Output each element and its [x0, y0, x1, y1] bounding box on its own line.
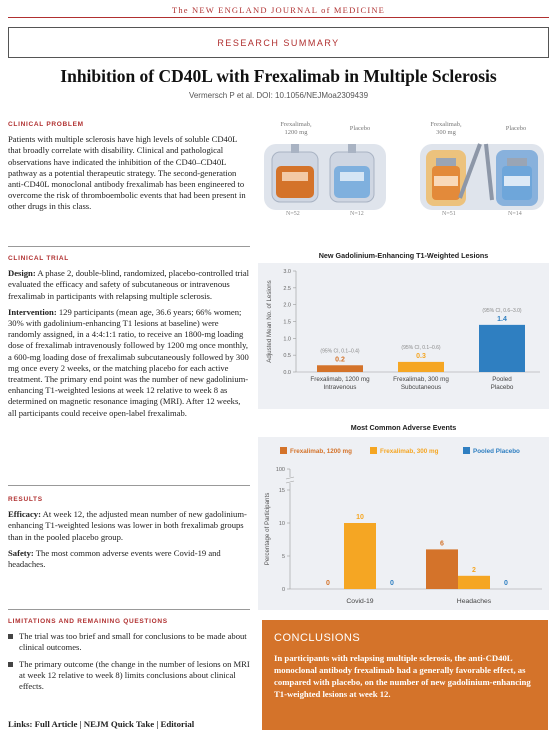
divider — [8, 246, 250, 247]
intervention-text: 129 participants (mean age, 36.6 years; 66% women; 30% with gadolinium-enhancing T1 lesions at baseline) were randomly assigned, in a 4:4:1:1 ratio, to receive an 1800-mg loading dose of frexalimab intravenously followed by 1200 mg once monthly, a 600-mg loading dose of frexalimab subcutaneously followed by 300 mg once every 2 weeks, or the matching placebo for each active treatment. The primary end point was the number of new gadolinium-enhancing T1-weighted lesions at week 12 relative to week 8 as determined on magnetic resonance imaging (MRI). After 12 weeks, all participants could receive open-label frexalimab. — [8, 306, 249, 418]
y-tick-label: 10 — [278, 521, 285, 527]
masthead-divider — [8, 17, 549, 18]
adverse-events-chart — [258, 437, 549, 610]
x-tick-label: Headaches — [456, 598, 492, 605]
divider — [8, 609, 250, 610]
journal-masthead: The NEW ENGLAND JOURNAL of MEDICINE — [171, 5, 386, 15]
ci-label: (95% CI, 0.1–0.6) — [401, 344, 441, 351]
bar — [344, 523, 376, 589]
group-label: Frexalimab, 1200 mg — [280, 121, 312, 136]
conclusions-text: In participants with relapsing multiple sclerosis, the anti-CD40L monoclonal antibody frexalimab had a generally favorable effect, as compared with placebo, on the number of new gadolinium-enhancing T1-weighted lesions at week 12. — [274, 653, 531, 699]
section-heading: CLINICAL PROBLEM — [8, 121, 84, 128]
group-n: N=12 — [350, 211, 364, 217]
data-label: 0.3 — [416, 352, 426, 360]
section-heading: RESULTS — [8, 496, 43, 503]
data-label: 0 — [326, 580, 330, 587]
x-tick-label: Pooled — [492, 376, 512, 383]
article-links[interactable]: Links: Full Article | NEJM Quick Take | Editorial — [8, 719, 195, 729]
intervention-paragraph — [8, 307, 250, 419]
safety-label: Safety: — [8, 547, 34, 558]
y-tick-label: 1.5 — [283, 319, 291, 326]
limitation-text: The trial was too brief and small for conclusions to be made about clinical outcomes. — [19, 631, 247, 653]
treatment-illustration — [258, 140, 549, 218]
group-label: Placebo — [505, 125, 527, 132]
y-tick-label: 5 — [281, 554, 285, 560]
legend-swatch — [280, 447, 287, 454]
bar — [479, 325, 525, 372]
legend-label: Frexalimab, 1200 mg — [290, 448, 352, 455]
divider — [8, 485, 250, 486]
conclusions-heading: CONCLUSIONS — [274, 632, 361, 644]
axis-break — [286, 481, 294, 483]
y-tick-label: 100 — [275, 467, 285, 473]
y-tick-label: 3.0 — [283, 269, 291, 275]
byline[interactable]: Vermersch P et al. DOI: 10.1056/NEJMoa2309439 — [188, 91, 369, 100]
efficacy-paragraph — [8, 509, 250, 543]
group-n: N=14 — [508, 211, 522, 217]
section-heading: LIMITATIONS AND REMAINING QUESTIONS — [8, 618, 168, 625]
legend-swatch — [463, 447, 470, 454]
research-summary-banner: RESEARCH SUMMARY — [8, 27, 549, 58]
bar — [426, 549, 458, 589]
lesions-chart — [258, 263, 549, 409]
x-tick-label: Frexalimab, 1200 mg — [310, 376, 370, 383]
data-label: 0 — [504, 580, 508, 587]
group-label: Placebo — [349, 125, 371, 132]
bar — [458, 576, 490, 589]
y-tick-label: 0 — [281, 587, 285, 593]
efficacy-text: At week 12, the adjusted mean number of new gadolinium-enhancing T1-weighted lesions was lower in both frexalimab groups than in the pooled placebo group. — [8, 509, 247, 542]
iv-bag-frexalimab-icon — [272, 144, 318, 202]
limitation-text: The primary outcome (the change in the number of lesions on MRI at week 12 relative to week 8) limits conclusions about clinical effects. — [19, 658, 250, 692]
ci-label: (95% CI, 0.6–3.0) — [482, 307, 522, 314]
data-label: 1.4 — [497, 315, 507, 323]
group-n: N=51 — [442, 211, 456, 217]
clinical-problem-text: Patients with multiple sclerosis have high levels of soluble CD40L that broadly correlate with disability. Clinical and pathological observations have indicated the inhibition of the CD40–CD40L pathway as a potential therapeutic strategy. The second-generation anti-CD40L monoclonal antibody frexalimab has been engineered to overcome the risk of thromboembolic events that had been present in other drugs in this class. — [8, 134, 246, 212]
x-tick-label: Frexalimab, 300 mg — [393, 376, 449, 383]
data-label: 2 — [472, 566, 476, 574]
x-tick-label: Placebo — [490, 384, 514, 391]
bullet-icon — [8, 662, 13, 667]
list-item — [8, 659, 250, 693]
conclusions-box — [262, 620, 548, 730]
y-axis-label: Adjusted Mean No. of Lesions — [266, 280, 273, 363]
design-text: A phase 2, double-blind, randomized, placebo-controlled trial evaluated the efficacy and safety of subcutaneous or intravenous frexalimab in participants with relapsing multiple sclerosis. — [8, 268, 250, 301]
results-section — [8, 494, 250, 575]
x-tick-label: Subcutaneous — [400, 384, 442, 391]
y-axis-label: Percentage of Participants — [264, 492, 271, 566]
bullet-icon — [8, 634, 13, 639]
design-paragraph — [8, 268, 250, 302]
efficacy-label: Efficacy: — [8, 509, 41, 520]
design-label: Design: — [8, 268, 36, 279]
clinical-trial-section — [8, 253, 250, 424]
data-label: 0.2 — [335, 356, 345, 364]
x-tick-label: Covid-19 — [346, 598, 374, 605]
legend-label: Pooled Placebo — [473, 448, 520, 455]
section-heading: CLINICAL TRIAL — [8, 255, 69, 262]
group-label: Frexalimab, 300 mg — [430, 121, 462, 136]
x-tick-label: Intravenous — [323, 384, 357, 391]
y-tick-label: 0.0 — [283, 370, 291, 376]
limitations-section — [8, 616, 250, 697]
iv-bag-placebo-icon — [330, 144, 374, 202]
lesions-chart-title: New Gadolinium-Enhancing T1-Weighted Lesions — [318, 251, 489, 260]
data-label: 0 — [390, 580, 394, 587]
axis-break — [286, 477, 294, 479]
data-label: 6 — [440, 540, 444, 548]
intervention-label: Intervention: — [8, 306, 57, 317]
safety-paragraph — [8, 548, 250, 570]
y-tick-label: 15 — [278, 488, 285, 494]
clinical-problem-section — [8, 119, 250, 218]
bar — [317, 365, 363, 372]
bar — [398, 362, 444, 372]
y-tick-label: 2.5 — [283, 285, 291, 292]
adverse-events-chart-title: Most Common Adverse Events — [350, 423, 457, 432]
safety-text: The most common adverse events were Covid-19 and headaches. — [8, 547, 221, 570]
group-n: N=52 — [286, 211, 300, 217]
y-tick-label: 2.0 — [283, 302, 291, 309]
legend-label: Frexalimab, 300 mg — [380, 448, 439, 455]
y-tick-label: 1.0 — [283, 336, 291, 343]
legend-swatch — [370, 447, 377, 454]
data-label: 10 — [356, 514, 364, 521]
page-title: Inhibition of CD40L with Frexalimab in Multiple Sclerosis — [60, 66, 497, 86]
list-item — [8, 631, 250, 653]
ci-label: (95% CI, 0.1–0.4) — [320, 348, 360, 355]
y-tick-label: 0.5 — [283, 353, 291, 360]
